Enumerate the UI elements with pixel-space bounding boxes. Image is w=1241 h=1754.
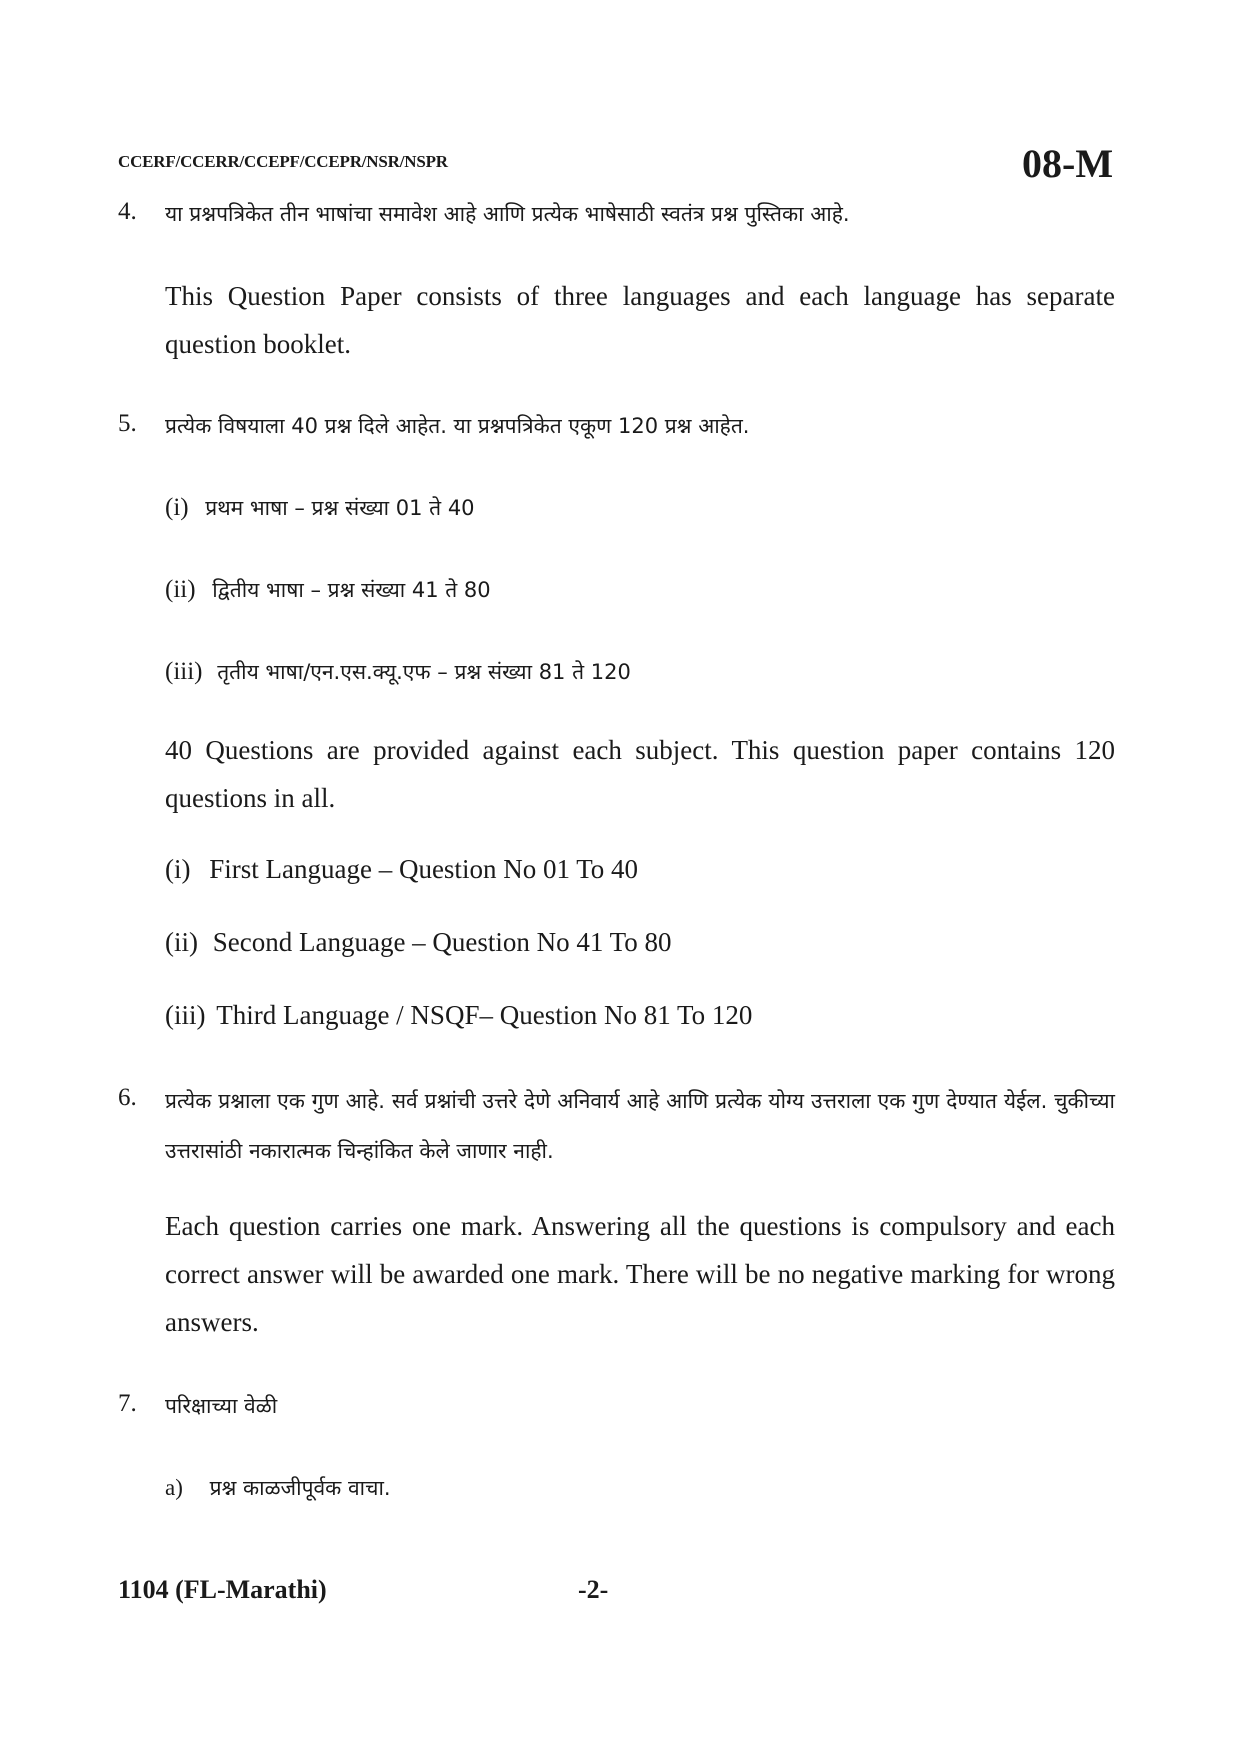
list-text: द्वितीय भाषा – प्रश्न संख्या 41 ते 80 <box>212 578 491 602</box>
item-number-5: 5. <box>118 410 137 437</box>
list-text: प्रथम भाषा – प्रश्न संख्या 01 ते 40 <box>205 496 475 520</box>
list-text: तृतीय भाषा/एन.एस.क्यू.एफ – प्रश्न संख्या 81 ते 120 <box>217 660 631 684</box>
item-5-english-list-item-3 <box>165 1000 752 1031</box>
header-codes: CCERF/CCERR/CCEPF/CCEPR/NSR/NSPR <box>118 152 448 171</box>
item-5-english-list-item-1 <box>165 854 638 885</box>
list-label: a) <box>165 1475 183 1500</box>
list-label: (iii) <box>165 1000 206 1030</box>
item-5-english-list-item-2 <box>165 927 672 958</box>
item-6-english: Each question carries one mark. Answering all the questions is compulsory and each correct answer will be awarded one mark. There will be no negative marking for wrong answers. <box>165 1211 1115 1337</box>
list-label: (iii) <box>165 658 203 685</box>
list-label: (ii) <box>165 576 196 603</box>
item-4-marathi: या प्रश्नपत्रिकेत तीन भाषांचा समावेश आहे आणि प्रत्येक भाषेसाठी स्वतंत्र प्रश्न पुस्तिका आहे. <box>165 202 850 226</box>
list-text: Second Language – Question No 41 To 80 <box>212 927 672 957</box>
list-text: प्रश्न काळजीपूर्वक वाचा. <box>209 1476 391 1500</box>
list-label: (i) <box>165 854 191 884</box>
footer-paper-code: 1104 (FL-Marathi) <box>118 1575 327 1604</box>
list-text: Third Language / NSQF– Question No 81 To 120 <box>216 1000 753 1030</box>
list-label: (ii) <box>165 927 198 957</box>
item-5-marathi: प्रत्येक विषयाला 40 प्रश्न दिले आहेत. या प्रश्नपत्रिकेत एकूण 120 प्रश्न आहेत. <box>165 414 750 438</box>
item-7-sub-item-a <box>165 1474 391 1502</box>
item-number-6: 6. <box>118 1084 137 1111</box>
list-label: (i) <box>165 494 189 521</box>
item-5-english: 40 Questions are provided against each subject. This question paper contains 120 questions in all. <box>165 735 1115 813</box>
item-5-marathi-list-item-2 <box>165 576 491 604</box>
paper-code: 08-M <box>1022 141 1114 186</box>
item-5-marathi-list-item-3 <box>165 658 631 686</box>
item-7-marathi: परिक्षाच्या वेळी <box>165 1394 278 1418</box>
page-number: -2- <box>578 1575 609 1604</box>
item-6-marathi: प्रत्येक प्रश्नाला एक गुण आहे. सर्व प्रश्नांची उत्तरे देणे अनिवार्य आहे आणि प्रत्येक योग्य उत्तराला एक गुण देण्यात येईल. चुकीच्या उत्तरासांठी नकारात्मक चिन्हांकित केले जाणार नाही. <box>165 1089 1115 1163</box>
item-number-7: 7. <box>118 1390 137 1417</box>
item-5-marathi-list-item-1 <box>165 494 475 522</box>
item-4-english: This Question Paper consists of three languages and each language has separate question booklet. <box>165 281 1115 359</box>
list-text: First Language – Question No 01 To 40 <box>209 854 639 884</box>
item-number-4: 4. <box>118 198 137 225</box>
